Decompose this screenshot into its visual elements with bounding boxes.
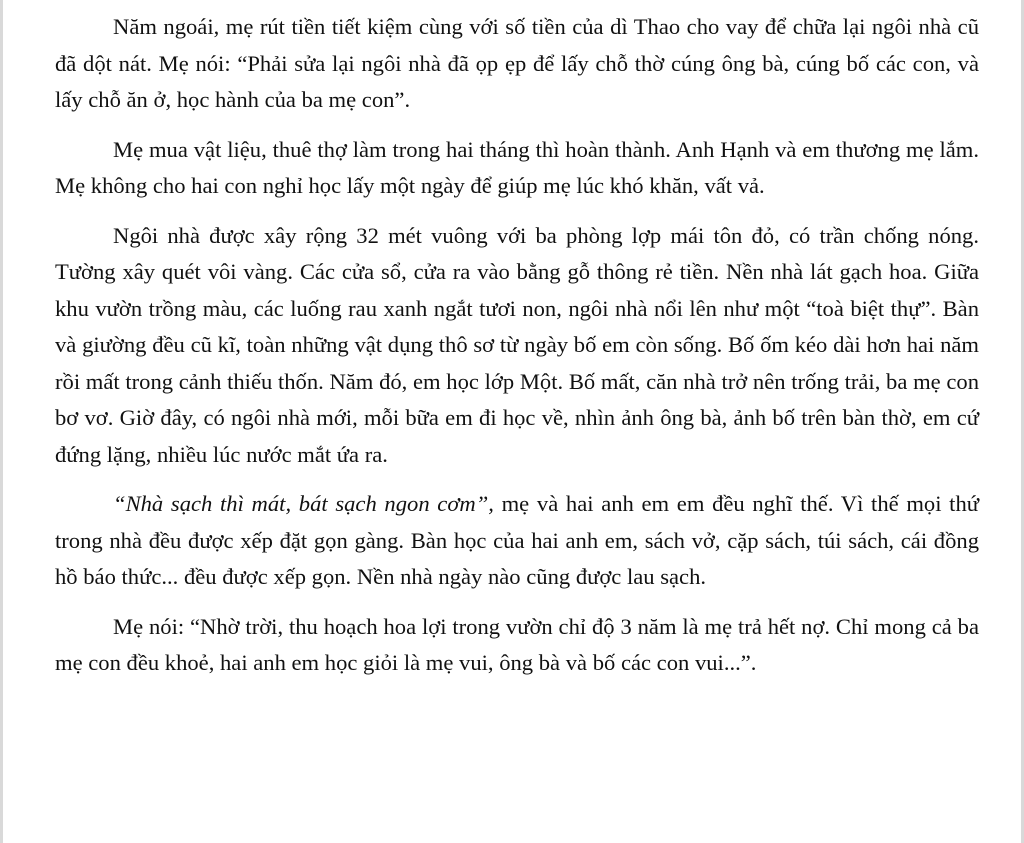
paragraph-1: Năm ngoái, mẹ rút tiền tiết kiệm cùng với số tiền của dì Thao cho vay để chữa lại ngôi nhà cũ đã dột nát. Mẹ nói: “Phải sửa lại ngôi nhà đã ọp ẹp để lấy chỗ thờ cúng ông bà, cúng bố các con, và lấy chỗ ăn ở, học hành của ba mẹ con”. [55, 14, 979, 112]
paragraph-4-text: mẹ và hai anh em em đều nghĩ thế. Vì thế mọi thứ trong nhà đều được xếp đặt gọn gàng. Bàn học của hai anh em, sách vở, cặp sách, túi sách, cái đồng hồ báo thức... đều được xếp gọn. Nền nhà ngày nào cũng được lau sạch. [55, 491, 979, 589]
paragraph-2: Mẹ mua vật liệu, thuê thợ làm trong hai tháng thì hoàn thành. Anh Hạnh và em thương mẹ lắm. Mẹ không cho hai con nghỉ học lấy một ngày để giúp mẹ lúc khó khăn, vất vả. [55, 136, 979, 198]
paragraph-3: Ngôi nhà được xây rộng 32 mét vuông với ba phòng lợp mái tôn đỏ, có trần chống nóng. Tường xây quét vôi vàng. Các cửa sổ, cửa ra vào bằng gỗ thông rẻ tiền. Nền nhà lát gạch hoa. Giữa khu vườn trồng màu, các luống rau xanh ngắt tươi non, ngôi nhà nổi lên như một “toà biệt thự”. Bàn và giường đều cũ kĩ, toàn những vật dụng thô sơ từ ngày bố em còn sống. Bố ốm kéo dài hơn hai năm rồi mất trong cảnh thiếu thốn. Năm đó, em học lớp Một. Bố mất, căn nhà trở nên trống trải, ba mẹ con bơ vơ. Giờ đây, có ngôi nhà mới, mỗi bữa em đi học về, nhìn ảnh ông bà, ảnh bố trên bàn thờ, em cứ đứng lặng, nhiều lúc nước mắt ứa ra. [55, 222, 979, 467]
text-body [55, 9, 979, 695]
quoted-proverb: “Nhà sạch thì mát, bát sạch ngon cơm”, [113, 491, 494, 516]
paragraph-5: Mẹ nói: “Nhờ trời, thu hoạch hoa lợi trong vườn chỉ độ 3 năm là mẹ trả hết nợ. Chỉ mong cả ba mẹ con đều khoẻ, hai anh em học giỏi là mẹ vui, ông bà và bố các con vui...”. [55, 613, 979, 675]
paragraph-4 [55, 486, 979, 596]
